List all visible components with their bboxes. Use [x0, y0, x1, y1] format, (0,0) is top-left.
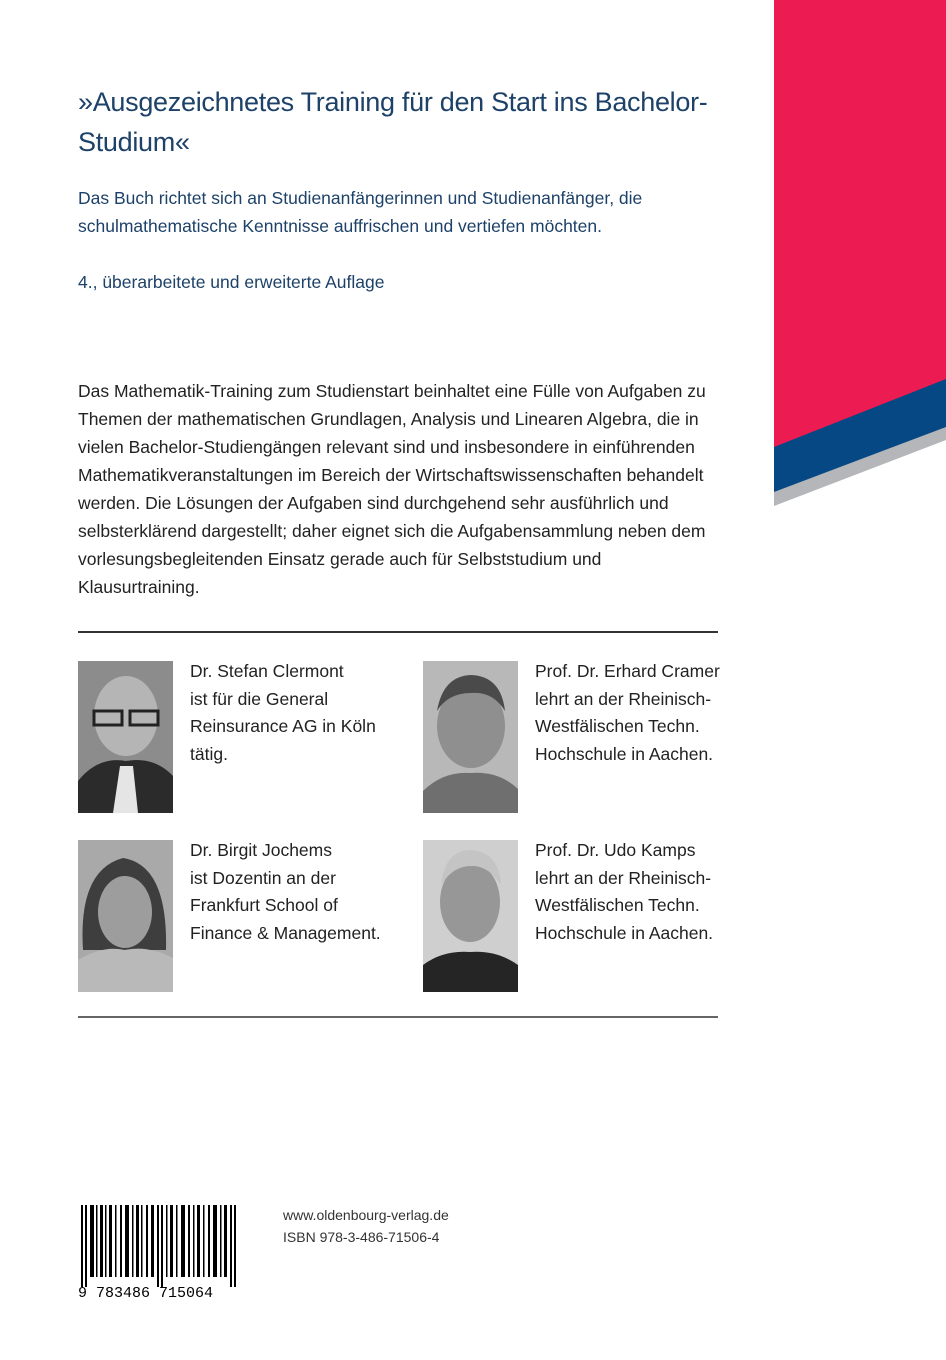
cover-title: »Ausgezeichnetes Training für den Start ins Bachelor-Studium« — [78, 87, 708, 157]
author-bio-line: Finance & Management. — [190, 922, 381, 943]
author-card — [423, 661, 720, 813]
author-card — [423, 840, 713, 992]
edition-label: 4., überarbeitete und erweiterte Auflage — [78, 272, 385, 292]
author-bio-line: ist Dozentin an der — [190, 867, 336, 888]
author-bio-line: Westfälischen Techn. — [535, 895, 700, 915]
author-bio-line: Hochschule in Aachen. — [535, 922, 714, 943]
barcode-digits: 9 783486 715064 — [78, 1285, 214, 1300]
pink-stripe — [774, 0, 946, 447]
author-photo — [78, 661, 173, 813]
author-bio-line: Hochschule in Aachen. — [535, 743, 714, 764]
author-bio-line: Frankfurt School of — [190, 895, 338, 915]
author-name: Prof. Dr. Erhard Cramer — [535, 661, 720, 681]
author-card — [78, 661, 376, 813]
portrait-icon — [423, 840, 518, 992]
author-bio-line: Westfälischen Techn. — [535, 716, 700, 736]
cover-subtitle: Das Buch richtet sich an Studienanfängerinnen und Studienanfänger, die schulmathematische Kenntnisse auffrischen und vertiefen möchten. — [78, 188, 643, 236]
author-name: Prof. Dr. Udo Kamps — [535, 840, 696, 860]
author-bio-line: lehrt an der Rheinisch- — [535, 688, 712, 709]
portrait-icon — [423, 661, 518, 813]
divider-top — [78, 631, 718, 633]
book-description: Das Mathematik-Training zum Studienstart beinhaltet eine Fülle von Aufgaben zu Themen der mathematischen Grundlagen, Analysis und Linearen Algebra, die in vielen Bachelor-Studiengängen relevant sind und insbesondere in einführenden Mathematikveranstaltungen im Bereich der Wirtschaftswissenschaften behandelt werden. Die Lösungen der Aufgaben sind durchgehend sehr ausführlich und selbsterklärend dargestellt; daher eignet sich die Aufgabensammlung neben dem vorlesungsbegleitenden Einsatz gerade auch für Selbststudium und Klausurtraining. — [78, 381, 706, 597]
publisher-website[interactable]: www.oldenbourg-verlag.de — [283, 1207, 449, 1223]
author-name: Dr. Birgit Jochems — [190, 840, 332, 860]
isbn-barcode — [78, 1205, 246, 1300]
author-photo — [78, 840, 173, 992]
author-bio-line: ist für die General — [190, 688, 329, 709]
author-photo — [423, 661, 518, 813]
publisher-info — [283, 1204, 449, 1248]
author-bio-line: lehrt an der Rheinisch- — [535, 867, 712, 888]
author-bio-line: tätig. — [190, 743, 228, 764]
portrait-icon — [78, 840, 173, 992]
portrait-icon — [78, 661, 173, 813]
author-bio-line: Reinsurance AG in Köln — [190, 716, 376, 736]
divider-bottom — [78, 1016, 718, 1018]
barcode-icon — [78, 1205, 246, 1300]
author-name: Dr. Stefan Clermont — [190, 661, 344, 681]
author-card — [78, 840, 381, 992]
isbn-number: ISBN 978-3-486-71506-4 — [283, 1229, 440, 1245]
author-photo — [423, 840, 518, 992]
